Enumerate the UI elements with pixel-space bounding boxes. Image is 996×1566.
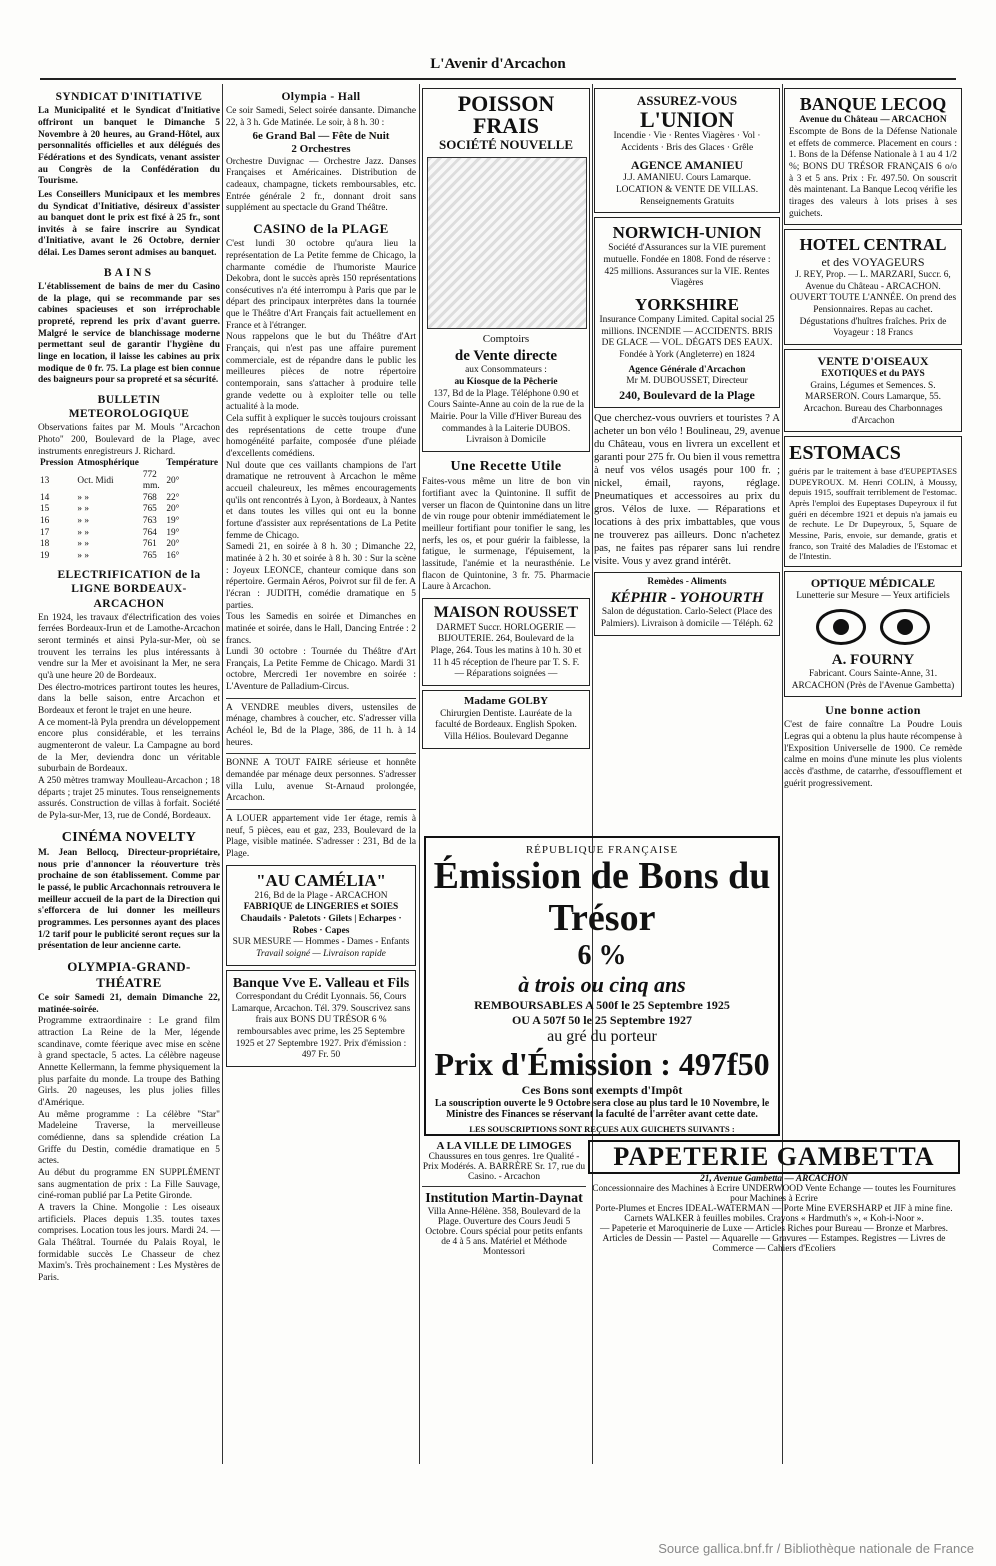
emission-title: Émission de Bons du Trésor	[433, 855, 771, 939]
agence2-heading: Agence Générale d'Arcachon	[628, 364, 746, 375]
bonne-ad: BONNE A TOUT FAIRE sérieuse et honnête demandée par ménage deux personnes. S'adresser villa Lulu, avenue St-Arnaud prolongée, Arcachon.	[226, 758, 416, 804]
casino-heading: CASINO de la PLAGE	[253, 221, 389, 237]
meteo-cell: 765	[142, 550, 157, 561]
casino-para-7: Lundi 30 octobre : Tournée du Théâtre d'Art Français, La Petite Femme de Chicago. Mardi 31 octobre, Mercredi 1er novembre en soirée : L'Aventure de Palladium-Circus.	[226, 647, 416, 693]
golby-text: Chirurgien Dentiste. Lauréate de la faculté de Bordeaux. English Spoken. Villa Hélios. Boulevard Deganne	[435, 708, 577, 742]
consommateurs: aux Consommateurs :	[465, 365, 547, 376]
meteo-cell: 764	[142, 527, 157, 538]
comptoirs: Comptoirs	[482, 333, 530, 346]
estomacs-heading: ESTOMACS	[789, 442, 901, 465]
camelia-address: 216, Bd de la Plage - ARCACHON	[254, 890, 388, 901]
estomacs-text: guéris par le traitement à base d'EUPEPTASES DUPEYROUX. M. Henri COLIN, à Moussy, depuis 1915, souffrait terriblement de l'estomac. Après l'emploi des Eupeptases Dupeyroux il fut guéri en décembre 1921 et depuis n'a jamais eu de rechute. Le Dr Dupeyroux, 5, Square de Messine, Paris, envoie, sur demande, gratis et franco, son Traité des Maladies de l'Estomac et de l'Intestin.	[789, 466, 957, 562]
meteo-col-header: Atmosphérique	[77, 458, 139, 469]
meteo-cell: 15	[40, 504, 50, 515]
meteo-cell: 16°	[166, 550, 180, 561]
hotel-text: J. REY, Prop. — L. MARZARI, Succr. 6, Avenue du Château - ARCACHON. OUVERT TOUTE L'ANNÉE. On prend des Pensionnaires. Repas au cachet. Dégustations d'huîtres fraîches. Prix de Voyageur : 18 Francs	[789, 270, 957, 339]
limoges-text: Chaussures en tous genres. 1re Qualité - Prix Modérés. A. BARRÈRE Sr. 17, rue du Casino. - Arcachon	[422, 1152, 586, 1182]
recette-heading: Une Recette Utile	[450, 458, 562, 474]
union-heading: L'UNION	[639, 107, 735, 133]
meteo-cell: 20°	[166, 539, 180, 550]
bains-heading: BAINS	[103, 266, 155, 279]
column-5	[784, 84, 962, 790]
norwich-heading: NORWICH-UNION	[612, 223, 762, 243]
estomacs-ad	[784, 436, 962, 567]
papeterie-text-3: — Papeterie et Maroquinerie de Luxe — Articles Riches pour Bureau — Bronze et Marbres. Articles de Dessin — Pastel — Aquarelle — Gravures — Estampes. Registres — Livres de Commerce — Cahiers d'Ecoliers	[599, 1224, 949, 1254]
camelia-sub: FABRIQUE de LINGERIES et SOIES	[243, 902, 399, 913]
column-rule	[592, 84, 593, 1464]
emission-rep: RÉPUBLIQUE FRANÇAISE	[525, 844, 679, 856]
meteo-cell: 14	[40, 492, 50, 503]
kephir-ad	[594, 572, 780, 636]
limoges-heading: A LA VILLE DE LIMOGES	[436, 1140, 572, 1152]
camelia-ad	[226, 865, 416, 966]
bottom-col3	[422, 1140, 586, 1257]
olympia-para-5: A travers la Chine. Mongolie : Les oiseaux artificiels. Places depuis 1.35. toutes taxes comprises. Location tous les jours. Mardi 24. — Gala Théâtral. Tournée du Palais Royal, le formidable succès Le Chasseur de chez Maxim's. Très prochainement : Les Mystères de Paris.	[38, 1202, 220, 1283]
kephir-top: Remèdes - Aliments	[647, 577, 727, 588]
lecoq-heading: BANQUE LECOQ	[799, 94, 947, 114]
kephir-text: Salon de dégustation. Carlo-Select (Place des Palmiers). Livraison à domicile — Téléph. 62	[600, 607, 774, 629]
elec-para-2: Des électro-motrices partiront toutes les heures, dans la belle saison, entre Arcachon et Bordeaux et feront le trajet en une heure.	[38, 682, 220, 717]
meteo-cell: » »	[77, 515, 90, 526]
banque-valleau-heading: Banque Vve E. Valleau et Fils	[232, 975, 410, 991]
poisson-address: 137, Bd de la Plage. Téléphone 0.90 et Cours Sainte-Anne au coin de la rue de la Mairie. Pour la Ville d'Hiver Bureau des commandes à la Laiterie DUBOS. Livraison à Domicile	[427, 388, 585, 446]
vendre-ad: A VENDRE meubles divers, ustensiles de ménage, chambres à coucher, etc. S'adresser villa Achéol le, Bd de la Plage, 386, de 11 h. à 14 heures.	[226, 702, 416, 748]
olympia-hall-para: Ce soir Samedi, Select soirée dansante. Dimanche 22, à 3 h. Gde Matinée. Le soir, à 8 h. 30 :	[226, 106, 416, 128]
hotel-heading: HOTEL CENTRAL	[799, 235, 947, 255]
oiseaux-heading: VENTE D'OISEAUX	[817, 354, 929, 369]
martin-heading: Institution Martin-Daynat	[425, 1191, 583, 1206]
meteo-col-header: Température	[166, 458, 218, 469]
papeterie-address: 21, Avenue Gambetta — ARCACHON	[700, 1174, 848, 1184]
elec-para-4: A 250 mètres tramway Moulleau-Arcachon ; 18 départs ; trajet 25 minutes. Tous renseignements assurés. Construction de villas à forfait. Société de Pyla-sur-Mer, 13, rue de Condé, Bordeaux.	[38, 775, 220, 821]
optique-sub: Lunetterie sur Mesure — Yeux artificiels	[796, 590, 950, 601]
agence2-text: Mr M. DUBOUSSET, Directeur	[626, 376, 748, 387]
union-ad	[594, 88, 780, 213]
cinema-heading: CINÉMA NOVELTY	[61, 829, 197, 845]
olympia-heading: OLYMPIA-GRAND-THÉATRE	[67, 958, 191, 990]
meteo-row	[38, 504, 220, 516]
meteo-table	[38, 458, 220, 562]
meteo-cell: 772 mm.	[142, 469, 160, 492]
emission-rate: 6 %	[577, 939, 627, 971]
emission-prix: Prix d'Émission : 497f50	[434, 1045, 770, 1082]
norwich-ad	[594, 217, 780, 408]
fourny-heading: A. FOURNY	[831, 651, 915, 668]
casino-para-3: Cela suffit à expliquer le succès toujours croissant des représentations de cette troupe d'une homogénéité parfaite, composée d'une pléiade d'excellents comédiens.	[226, 414, 416, 460]
syndicat-para-1: La Municipalité et le Syndicat d'Initiative offriront un banquet le Dimanche 5 Novembre à 20 heures, au Grand-Hôtel, aux personnalités officielles et aux délégués des Fédérations et des Syndicats, venant assister au Congrès de la Confédération du Tourisme.	[38, 106, 220, 187]
meteo-cell: » »	[77, 527, 90, 538]
banque-valleau-text: Correspondant du Crédit Lyonnais. 56, Cours Lamarque, Arcachon. Tél. 379. Souscrivez sans frais aux BONS DU TRÉSOR 6 % remboursables avec prime, les 25 Septembre 1925 et 27 Septembre 1927. Prix d'émission : 497 Fr. 50	[231, 992, 411, 1061]
column-rule	[222, 84, 223, 1464]
meteo-cell: » »	[77, 492, 90, 503]
column-1	[38, 84, 220, 1285]
optique-ad	[784, 571, 962, 697]
meteo-cell: 16	[40, 515, 50, 526]
meteo-cell: 761	[142, 539, 157, 550]
camelia-mesure: SUR MESURE — Hommes - Dames - Enfants	[232, 937, 410, 948]
golby-heading: Madame GOLBY	[463, 694, 549, 707]
yorkshire-text: Insurance Company Limited. Capital social 25 millions. INCENDIE — ACCIDENTS. BRIS DE GLACE — VOL. DÉGATS DES EAUX. Fondée à York (Angleterre) en 1824	[599, 315, 775, 361]
poisson-heading: POISSON FRAIS	[457, 91, 555, 138]
column-4	[594, 84, 780, 640]
camelia-foot: Travail soigné — Livraison rapide	[256, 949, 386, 960]
meteo-cell: » »	[77, 550, 90, 561]
casino-para-5: Samedi 21, en soirée à 8 h. 30 ; Dimanche 22, matinée à 2 h. 30 et soirée à 8 h. 30 : Sur la scène : Joyeux LEONCE, chanteur comique dans son répertoire. Germain Aéros, Poivrot sur fil de fer. A l'écran : JUDITH, comédie dramatique en 5 parties.	[226, 542, 416, 611]
meteo-cell: » »	[77, 504, 90, 515]
oiseaux-ad	[784, 349, 962, 432]
yorkshire-heading: YORKSHIRE	[635, 294, 739, 314]
oiseaux-text: Grains, Légumes et Semences. S. MARSERON. Cours Lamarque, 55. Arcachon. Bureau des Charbonnages d'Arcachon	[803, 380, 943, 426]
meteo-para: Observations faites par M. Mouls "Arcachon Photo" 200, Boulevard de la Plage, avec instruments enregistreurs J. Richard.	[38, 423, 220, 457]
lecoq-address: Avenue du Château — ARCACHON	[799, 115, 947, 126]
eyes-illustration	[789, 609, 957, 645]
meteo-cell: Oct. Midi	[77, 475, 114, 486]
agence-text: J.J. AMANIEU. Cours Lamarque. LOCATION & VENTE DE VILLAS. Renseignements Gratuits	[615, 173, 759, 207]
meteo-cell: 19°	[166, 515, 180, 526]
emission-remb-2: OU A 507f 50 le 25 Septembre 1927	[511, 1012, 693, 1027]
meteo-row	[38, 528, 220, 540]
recette-para: Faites-vous même un litre de bon vin fortifiant avec la Quintonine. Il suffit de verser un flacon de Quintonine dans un litre de vin rouge pour obtenir immédiatement le meilleur fortifiant pour tonifier le sang, les nerfs, les os, et pour guérir la faiblesse, la fatigue, le surmenage, l'épuisement, la lassitude, l'anémie et la neurasthénie. Le flacon de Quintonine, 3 fr. 75. Pharmacie Laure à Arcachon.	[422, 477, 590, 593]
elec-para-3: A ce moment-là Pyla prendra un développement encore plus considérable, et les terrains augmenteront de valeur. La Campagne au bord de la Mer, deviendra donc un véritable suburbain de Bordeaux.	[38, 717, 220, 775]
union-list: Incendie · Vie · Rentes Viagères · Vol · Accidents · Bris des Glaces · Grêle	[613, 131, 761, 153]
poisson-ad	[422, 88, 590, 452]
papeterie-text-2: Porte-Plumes et Encres IDEAL-WATERMAN — Porte Mine EVERSHARP et JIF à mine fine. Carnets WALKER à feuilles mobiles. Crayons « Hardmuth's », « Koh-i-Noor ».	[595, 1204, 953, 1224]
norwich-text: Société d'Assurances sur la VIE purement mutuelle. Fondée en 1808. Fond de réserve : 425 millions. Assurances sur la VIE. Rentes Viagères	[603, 243, 771, 289]
syndicat-heading: SYNDICAT D'INITIATIVE	[55, 91, 203, 103]
poisson-sub: SOCIÉTÉ NOUVELLE	[438, 137, 573, 152]
meteo-row	[38, 516, 220, 528]
banque-valleau-ad	[226, 970, 416, 1067]
olympia-para-3: Au même programme : La célèbre "Star" Madeleine Traverse, la merveilleuse comédienne, dans sa splendide création La Griffe du Destin, comédie dramatique en 5 actes.	[38, 1109, 220, 1167]
action-heading: Une bonne action	[825, 703, 921, 718]
meteo-cell: 763	[142, 515, 157, 526]
column-3	[422, 84, 590, 753]
eye-icon	[816, 609, 866, 645]
emission-souscription: La souscription ouverte le 9 Octobre sera close au plus tard le 10 Novembre, le Ministre des Finances se réservant la faculté de l'arrêter avant cette date.	[434, 1097, 770, 1120]
meteo-cell: » »	[77, 539, 90, 550]
action-para: C'est de faire connaître La Poudre Louis Legras qui a obtenu la plus haute récompense à l'Exposition Universelle de 1900. Ce remède calme en moins d'une minute les plus violents accès d'asthme, de catarrhe, d'essoufflement et guérit progressivement.	[784, 720, 962, 789]
meteo-cell: 20°	[166, 475, 180, 486]
rousset-text: DARMET Succr. HORLOGERIE — BIJOUTERIE. 264, Boulevard de la Plage, 264. Tous les matins à 10 h. 30 et 11 h 45 réception de l'heure par T. S. F. — Réparations soignées —	[430, 622, 582, 680]
emission-term: à trois ou cinq ans	[518, 971, 686, 997]
casino-para-2: Nous rappelons que le but du Théâtre d'Art Français, qui n'est pas une affaire purement commerciale, est de répandre dans le public les meilleures pièces de notre répertoire contemporain, sans s'attacher à produire telle grande vedette ou à exploiter telle ou telle actualité à la mode.	[226, 332, 416, 413]
meteo-heading: BULLETIN METEOROLOGIQUE	[68, 393, 190, 421]
meteo-cell: 17	[40, 527, 50, 538]
meteo-cell: 19°	[166, 527, 180, 538]
olympia-para-2: Programme extraordinaire : Le grand film attraction La Reine de la Mer, légende scandinave, comte féerique avec mise en scène à grand spectacle, 5 actes. La célèbre nageuse Annette Kellermann, la femme physiquement la plus parfaite du monde. La troupe des Bathing Girls. 20 nageuses, les plus jolies filles d'Amérique.	[38, 1016, 220, 1108]
oiseaux-sub: EXOTIQUES et du PAYS	[821, 368, 925, 379]
emission-remb-1: REMBOURSABLES A 500f le 25 Septembre 1925	[474, 997, 730, 1012]
camelia-items: Chaudails · Paletots · Gilets | Echarpes · Robes · Capes	[240, 914, 402, 936]
louer-ad: A LOUER appartement vide 1er étage, remis à neuf, 5 pièces, eau et gaz, 233, Boulevard de la Plage, visible matinée. S'adresser : 231, Bd de la Plage.	[226, 814, 416, 860]
lecoq-ad	[784, 88, 962, 225]
casino-para-1: C'est lundi 30 octobre qu'aura lieu la représentation de La Petite femme de Chicago, la charmante comédie de l'humoriste Maurice Dekobra, dont le succès après 150 représentations consécutives n'a été interrompu à Paris que par le départ des principaux interprètes dans la tournée que le Théâtre d'Art Français fait actuellement en France et à l'étranger.	[226, 239, 416, 331]
papeterie-heading: PAPETERIE GAMBETTA	[588, 1140, 960, 1174]
casino-para-6: Tous les Samedis en soirée et Dimanches en matinée et soirée, dans le Hall, Dancing Entrée : 2 francs.	[226, 612, 416, 646]
eye-icon	[880, 609, 930, 645]
kiosque: au Kiosque de la Pêcherie	[454, 376, 558, 387]
column-rule	[419, 84, 420, 1464]
emission-guichets: LES SOUSCRIPTIONS SONT REÇUES AUX GUICHETS SUIVANTS :	[469, 1123, 735, 1134]
agence-heading: AGENCE AMANIEU	[630, 158, 744, 173]
syndicat-para-2: Les Conseillers Municipaux et les membres du Syndicat d'Initiative, désireux d'assister au banquet dont le prix est fixé à 25 fr., sont invités à se faire inscrire au Syndicat d'Initiative, avant le 26 Octobre, dernier délai. Les Dames seront admises au banquet.	[38, 189, 220, 259]
elec-heading: ELECTRIFICATION de la LIGNE BORDEAUX-ARCACHON	[57, 569, 201, 610]
bains-para: L'établissement de bains de mer du Casino de la plage, qui se recommande par ses cabines spacieuses et son irréprochable propreté, reprend les prix d'avant guerre. Malgré le service de blanchissage moderne permettant seul de garantir l'hygiène du linge en location, il laisse les cabines au prix modique de 0 fr. 75. La plage est bien connue des baigneurs pour sa propreté et sa sécurité.	[38, 282, 220, 386]
meteo-row	[38, 470, 220, 493]
papeterie-text-1: Concessionnaire des Machines à Ecrire UNDERWOOD Vente Echange — toutes les Fournitures pour Machines à Ecrire	[592, 1184, 956, 1204]
meteo-cell: 19	[40, 550, 50, 561]
emission-ad	[424, 836, 780, 1136]
meteo-row	[38, 539, 220, 551]
meteo-cell: 22°	[166, 492, 180, 503]
meteo-cell: 765	[142, 504, 157, 515]
optique-heading: OPTIQUE MÉDICALE	[810, 575, 936, 590]
kephir-heading: KÉPHIR - YOHOURTH	[610, 589, 764, 606]
rousset-heading: MAISON ROUSSET	[433, 603, 579, 621]
fourny-text: Fabricant. Cours Sainte-Anne, 31. ARCACHON (Près de l'Avenue Gambetta)	[791, 669, 955, 691]
olympia-para-4: Au début du programme EN SUPPLÉMENT sans augmentation de prix : La Fille Sauvage, ciné-roman publié par La Petite Gironde.	[38, 1167, 220, 1202]
camelia-heading: "AU CAMÉLIA"	[256, 870, 386, 890]
cinema-para: M. Jean Bellocq, Directeur-propriétaire, nous prie d'annoncer la réouverture très prochaine de son établissement. Comme par le passé, le public Arcachonnais retrouvera le meilleur accueil de la part de la Direction qui s'efforcera de lui donner les meilleurs programmes. Les personnes ayant des places 1/2 tarif pour le publicité seront reçues sur la présentation de leur ancienne carte.	[38, 847, 220, 952]
orchestres-detail: Orchestre Duvignac — Orchestre Jazz. Danses Françaises et Américaines. Distribution de cadeaux, champagne, tickets remboursables, etc. Entrée générale 2 fr., donnant droit sans supplément au spectacle du Grand Théâtre.	[226, 156, 416, 214]
olympia-para-1: Ce soir Samedi 21, demain Dimanche 22, matinée-soirée.	[38, 993, 220, 1015]
hotel-ad	[784, 229, 962, 345]
meteo-row	[38, 551, 220, 563]
assurez: ASSUREZ-VOUS	[636, 93, 738, 108]
emission-exempt: Ces Bons sont exempts d'Impôt	[521, 1082, 683, 1097]
meteo-col-header: Pression	[40, 458, 74, 469]
meteo-row	[38, 493, 220, 505]
source-credit[interactable]: Source gallica.bnf.fr / Bibliothèque nationale de France	[658, 1541, 974, 1556]
top-rule	[40, 78, 956, 80]
vente-directe: de Vente directe	[454, 347, 558, 364]
golby-ad	[422, 690, 590, 749]
lecoq-text: Escompte de Bons de la Défense Nationale et effets de commerce. Placement en cours : 1. Bons de la Défense Nationale à 1 au 4 1/2 %; BONS DU TRÉSOR FRANÇAIS 6 o/o à 3 et 5 ans. Prix : Fr. 497.50. On souscrit dès maintenant. La Banque Lecoq vérifie les tirages des valeurs à lots prises à ses guichets.	[789, 126, 957, 219]
hotel-sub: et des VOYAGEURS	[821, 255, 925, 270]
meteo-cell: 18	[40, 539, 50, 550]
meteo-cell: 20°	[166, 504, 180, 515]
velo-para: Que cherchez-vous ouvriers et touristes ? A acheter un bon vélo ! Boulineau, 29, avenue du Château, vous en livrera un excellent et garanti pour 275 fr. Ou bien il vous remettra à neuf vos vélos usagés pour 100 fr. ; nickel, émail, rayons, réglage. Pneumatiques et accessoires au prix du gros. Vélos de luxe. — Réparations et locations à des prix imbattables, que vous ne trouverez pas ailleurs. Donc n'achetez pas, ne faites pas réparer sans lui rendre visite. Vous y avez grand intérêt.	[594, 412, 780, 568]
orchestres: 2 Orchestres	[291, 143, 351, 156]
martin-text: Villa Anne-Hélène. 358, Boulevard de la Plage. Ouverture des Cours Jeudi 5 Octobre. Cours spécial pour petits enfants de 4 à 5 ans. Matériel et Méthode Montessori	[425, 1207, 583, 1257]
meteo-cell: 768	[142, 492, 157, 503]
emission-gre: au gré du porteur	[547, 1027, 657, 1045]
meteo-cell: 13	[40, 475, 50, 486]
casino-para-4: Nul doute que ces vaillants champions de l'art dramatique ne retrouvent à Arcachon le même accueil chaleureux, les mêmes encouragements qu'ils ont rencontrés à Lyon, à Bordeaux, à Nantes et dans toutes les villes qui ont eu la bonne fortune d'assister aux représentations de La Petite femme de Chicago.	[226, 460, 416, 541]
poisson-illustration	[427, 157, 587, 329]
masthead-title: L'Avenir d'Arcachon	[430, 56, 566, 72]
papeterie-ad	[588, 1140, 960, 1254]
grand-bal: 6e Grand Bal — Fête de Nuit	[252, 129, 390, 142]
column-2	[226, 84, 416, 1071]
rousset-ad	[422, 598, 590, 686]
elec-para-1: En 1924, les travaux d'électrification des voies ferrées Bordeaux-Irun et de Lamothe-Arcachon seront terminés et ainsi Pyla-sur-Mer, où se trouvent les terrains les plus intéressants à vendre sur la Mer et avoisinant la Mer, ne sera qu'à une heure 20 de Bordeaux.	[38, 612, 220, 682]
agence2-address: 240, Boulevard de la Plage	[619, 387, 755, 402]
column-rule	[782, 84, 783, 1464]
olympia-hall-heading: Olympia - Hall	[281, 91, 361, 103]
